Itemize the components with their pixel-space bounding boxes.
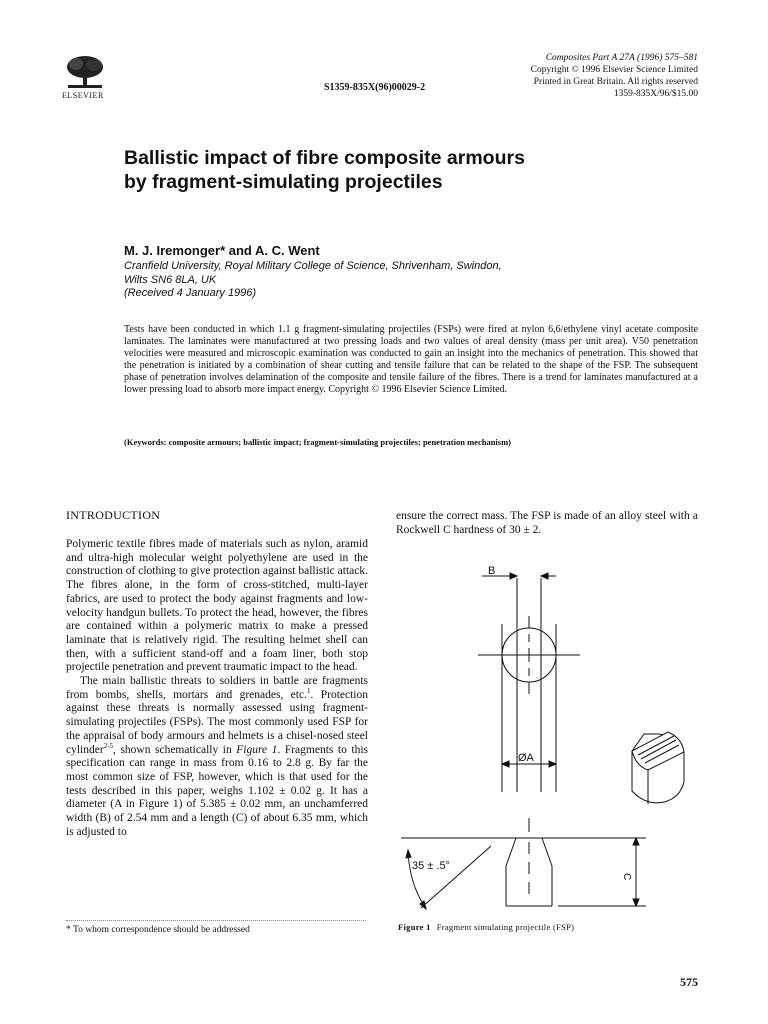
dimension-label-b: B [488,565,496,577]
footnote: * To whom correspondence should be addressed [66,925,250,935]
fsp-figure [396,556,698,926]
figure-reference[interactable]: Figure 1 [236,743,278,756]
elsevier-tree-icon [64,54,106,90]
section-heading: INTRODUCTION [66,508,161,522]
angle-label: 35 ± .5° [412,860,450,872]
left-column [66,538,368,839]
affiliation: Cranfield University, Royal Military College of Science, Shrivenham, Swindon, Wilts SN6 8LA, UK (Received 4 January 1996) [124,260,502,299]
paragraph: The main ballistic threats to soldiers in battle are fragments from bombs, shells, mortars and grenades, etc.$^1$. Protection against these threats is normally assessed using fragment-simulating projectiles (FSPs). The most commonly used FSP for the appraisal of body armours and helmets is a chisel-nosed steel cylinder$^{2-5}$, shown schematically in Figure 1. Fragments to this specification can range in mass from 0.16 to 2.8 g. By far the most common size of FSP, however, which is that used for the tests described in this paper, weighs 1.102 ± 0.02 g. It has a diameter (A in Figure 1) of 5.385 ± 0.02 mm, an unchamferred width (B) of 2.54 mm and a length (C) of about 6.35 mm, which is adjusted to [66,675,368,838]
page-number: 575 [680,975,698,989]
journal-info [531,52,698,100]
journal-citation: Composites Part A 27A (1996) 575–581 [545,53,698,63]
authors: M. J. Iremonger* and A. C. Went [124,243,320,258]
publisher-name: ELSEVIER [62,91,104,100]
figure-caption: Figure 1 Fragment simulating projectile (FSP) [398,922,575,932]
dimension-label-a: ØA [518,752,534,764]
abstract: Tests have been conducted in which 1.1 g fragment-simulating projectiles (FSPs) were fired at nylon 6,6/ethylene vinyl acetate composite laminates. The laminates were manufactured at two pressing loads and two values of areal density (mass per unit area). V50 penetration velocities were measured and microscopic examination was conducted to gain an insight into the mechanics of penetration. This showed that the penetration is initiated by a combination of shear cutting and tensile failure that can be related to the shape of the FSP. The subsequent phase of penetration involves delamination of the composite and tensile failure of the fibres. There is a trend for laminates manufactured at a lower pressing load to absorb more impact energy. Copyright © 1996 Elsevier Science Limited. [124,324,698,395]
issn-line: 1359-835X/96/$15.00 [613,89,698,99]
paragraph: Polymeric textile fibres made of materials such as nylon, aramid and ultra-high molecular weight polyethylene are used in the construction of clothing to give protection against ballistic attack. The fibres alone, in the form of cross-stitched, multi-layer fabrics, are used to protect the body against fragments and low-velocity handgun bullets. To protect the head, however, the fibres are contained within a polymeric matrix to make a pressed laminate that is relatively rigid. The resulting helmet shell can then, with a sufficient stand-off and a foam liner, both stop projectile penetration and prevent traumatic impact to the head. [66,538,368,674]
dimension-label-c: C [621,873,632,881]
printed-line: Printed in Great Britain. All rights reserved [533,77,698,87]
figure-label: Figure 1 [398,922,431,932]
received-date: (Received 4 January 1996) [124,287,257,299]
right-column-text: ensure the correct mass. The FSP is made of an alloy steel with a Rockwell C hardness of 30 ± 2. [396,510,698,536]
keywords: (Keywords: composite armours; ballistic impact; fragment-simulating projectiles; penetration mechanism) [124,437,511,447]
footnote-divider [66,920,366,921]
reference-link[interactable]: 1 [306,686,311,695]
copyright-line: Copyright © 1996 Elsevier Science Limited [530,65,698,75]
publisher-logo [62,54,112,100]
reference-link[interactable]: 2-5 [103,741,114,750]
doi-code: S1359-835X(96)00029-2 [324,82,426,93]
article-title: Ballistic impact of fibre composite armours by fragment-simulating projectiles [124,147,525,193]
